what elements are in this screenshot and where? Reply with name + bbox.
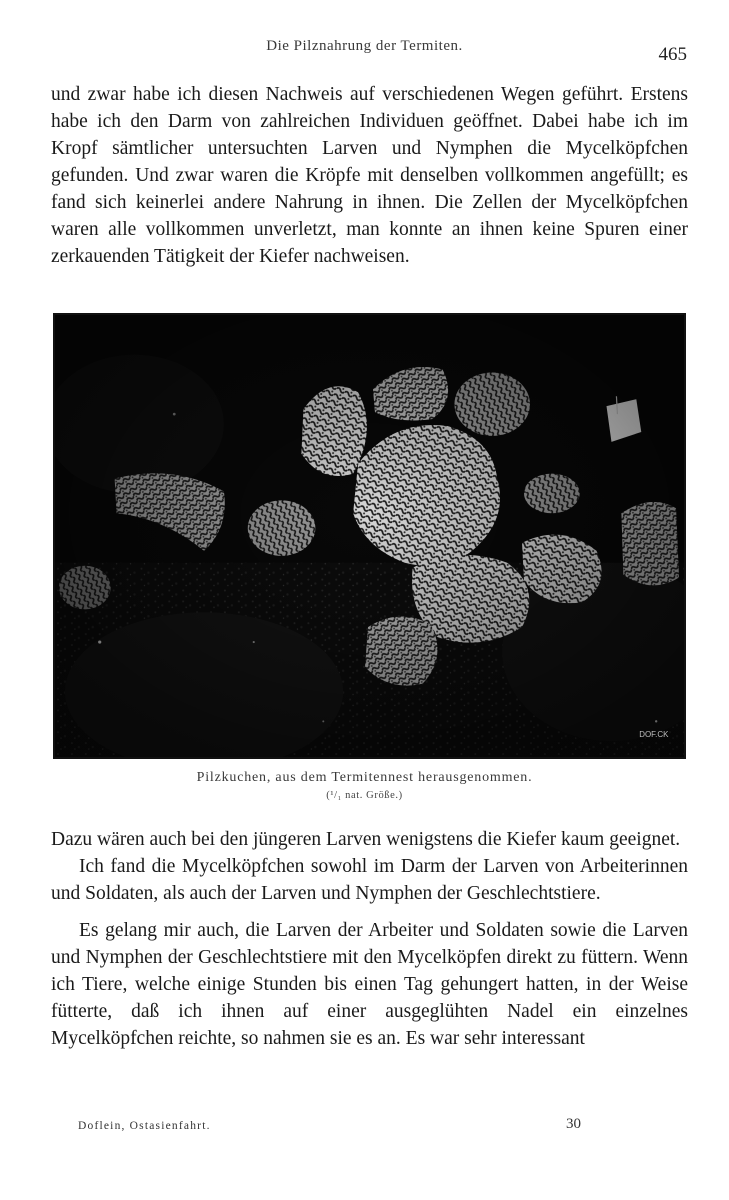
sheet-number: 30 <box>566 1116 581 1132</box>
signature-mark: Doflein, Ostasienfahrt. <box>78 1120 211 1132</box>
figure-scale-note: (¹/₁ nat. Größe.) <box>326 790 403 801</box>
paragraph: Es gelang mir auch, die Larven der Arbeiter und Soldaten sowie die Larven und Nymphen der Geschlechtstiere mit den Mycelköpfen direkt zu füttern. Wenn ich Tiere, welche einige Stunden bis einen Tag gehungert hatten, in der Weise fütterte, daß ich ihnen auf einer ausgeglühten Nadel ein einzelnes Mycelköpfchen reichte, so nahmen sie es an. Es war sehr interessant <box>51 920 688 1049</box>
fungus-cake-photo <box>55 315 684 757</box>
page-header <box>0 38 729 68</box>
running-title: Die Pilznahrung der Termiten. <box>266 38 463 54</box>
body-text-top <box>51 81 688 270</box>
body-text-bottom <box>51 826 688 1052</box>
page-number: 465 <box>658 44 687 65</box>
figure-caption: Pilzkuchen, aus dem Termitennest herausgenommen. <box>196 770 533 785</box>
photo-figure <box>53 313 686 759</box>
paragraph: Dazu wären auch bei den jüngeren Larven wenigstens die Kiefer kaum geeignet. <box>51 829 681 850</box>
paragraph: und zwar habe ich diesen Nachweis auf verschiedenen Wegen geführt. Erstens habe ich den Darm von zahlreichen Individuen geöffnet. Dabei habe ich im Kropf sämtlicher untersuchten Larven und Nymphen die Mycelköpfchen gefunden. Und zwar waren die Kröpfe mit denselben vollkommen angefüllt; es fand sich keinerlei andere Nahrung in ihnen. Die Zellen der Mycelköpfchen waren alle vollkommen unverletzt, man konnte an ihnen keine Spuren einer zerkauenden Tätigkeit der Kiefer nachweisen. <box>51 84 688 267</box>
paragraph: Ich fand die Mycelköpfchen sowohl im Darm der Larven von Arbeiterinnen und Soldaten, als auch der Larven und Nymphen der Geschlechtstiere. <box>51 856 688 904</box>
artist-signature: DOF.CK <box>639 730 669 740</box>
